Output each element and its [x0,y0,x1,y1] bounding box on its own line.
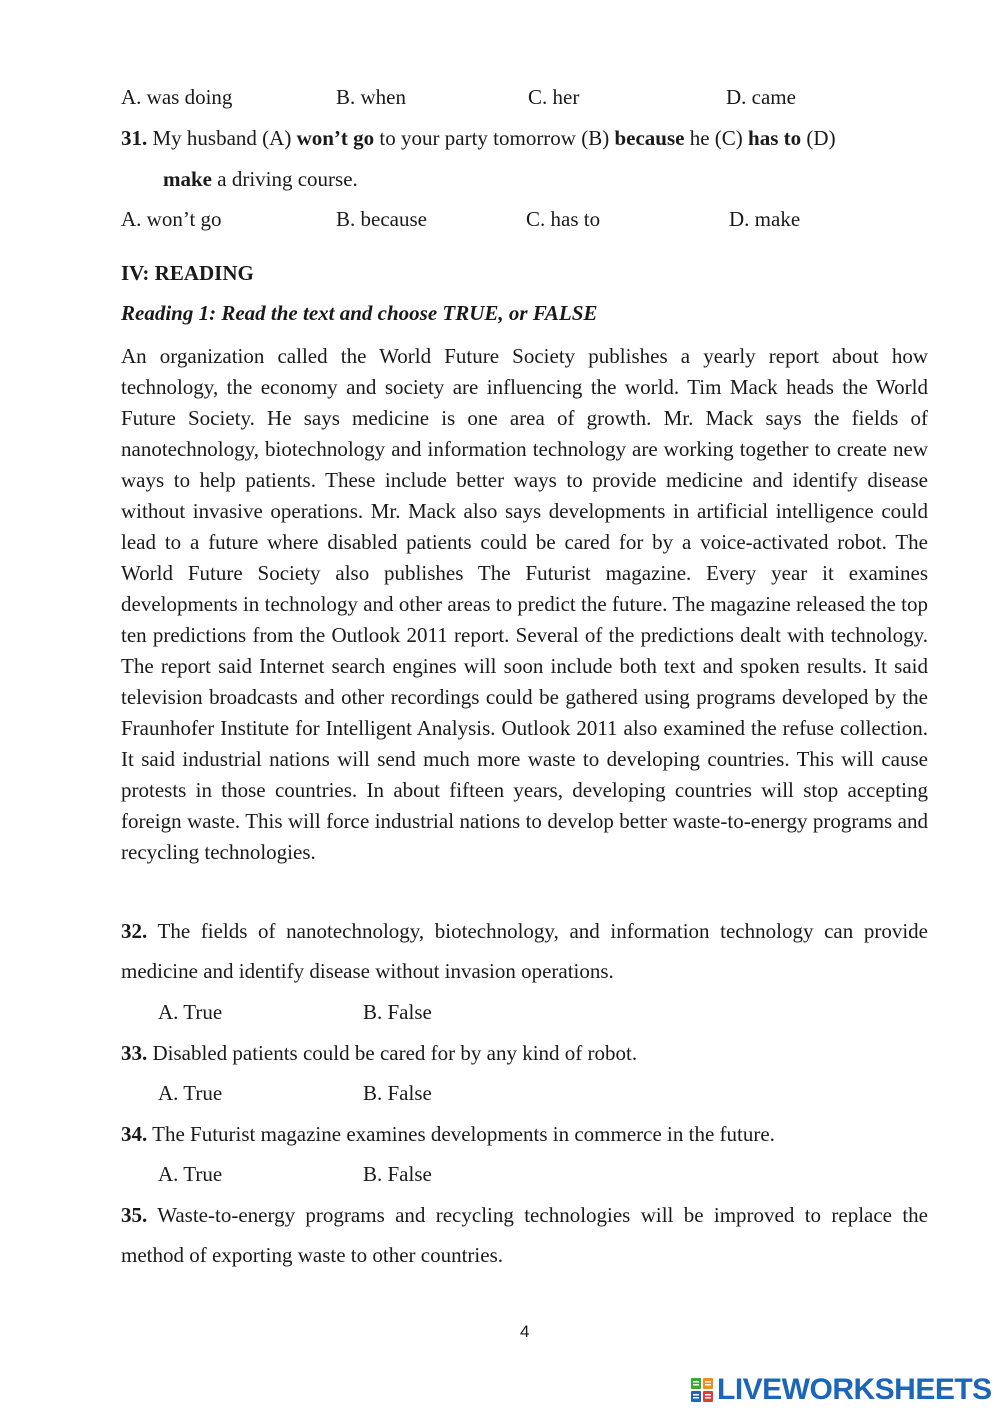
q30-option-d: D. came [726,85,796,109]
q35-text [121,1195,928,1275]
reading1-instruction: Reading 1: Read the text and choose TRUE, or FALSE [121,301,598,325]
q33-option-a: A. True [158,1081,223,1105]
q33-text [121,1041,637,1066]
q31-option-d: D. make [729,207,801,231]
q30-option-b: B. when [336,85,406,109]
q31-underlined-b: because [614,126,685,150]
q31-number: 31. [121,126,148,150]
page-number: 4 [520,1322,530,1341]
q31-option-a: A. won’t go [121,207,222,231]
liveworksheets-watermark [690,1373,992,1407]
q31-line1 [121,126,836,151]
q31-underlined-c: has to [748,126,802,150]
q33-question: Disabled patients could be cared for by any kind of robot. [147,1041,638,1065]
q33-number: 33. [121,1041,148,1065]
q32-option-a: A. True [158,1000,223,1024]
liveworksheets-logo-icon [690,1376,714,1404]
liveworksheets-wordmark: LIVEWORKSHEETS [717,1373,992,1406]
q32-number: 32. [121,919,148,943]
q31-underlined-d: make [163,167,212,191]
q31-text-4: (D) [801,126,836,150]
q31-text-2: to your party tomorrow (B) [374,126,615,150]
q31-text-1: My husband (A) [147,126,297,150]
q34-option-b: B. False [363,1162,432,1186]
q34-option-a: A. True [158,1162,223,1186]
section-title: IV: READING [121,261,254,285]
q34-number: 34. [121,1122,148,1146]
q35-number: 35. [121,1203,148,1227]
q34-question: The Futurist magazine examines developments in commerce in the future. [147,1122,775,1146]
q30-option-c: C. her [528,85,580,109]
q32-question: The fields of nanotechnology, biotechnology, and information technology can provide medicine and identify disease without invasion operations. [121,919,928,983]
q31-text-5: a driving course. [212,167,358,191]
q31-text-3: he (C) [684,126,749,150]
q31-option-c: C. has to [526,207,601,231]
q31-line2 [163,167,358,192]
q32-text [121,911,928,991]
q30-option-a: A. was doing [121,85,233,109]
q35-question: Waste-to-energy programs and recycling technologies will be improved to replace the method of exporting waste to other countries. [121,1203,928,1267]
q34-text [121,1122,775,1147]
q31-underlined-a: won’t go [296,126,375,150]
q33-option-b: B. False [363,1081,432,1105]
q31-option-b: B. because [336,207,427,231]
q32-option-b: B. False [363,1000,432,1024]
reading-passage: An organization called the World Future Society publishes a yearly report about how technology, the economy and society are influencing the world. Tim Mack heads the World Future Society. He says medicine is one area of growth. Mr. Mack says the fields of nanotechnology, biotechnology and information technology are working together to create new ways to help patients. These include better ways to provide medicine and identify disease without invasive operations. Mr. Mack also says developments in artificial intelligence could lead to a future where disabled patients could be cared for by a voice-activated robot. The World Future Society also publishes The Futurist magazine. Every year it examines developments in technology and other areas to predict the future. The magazine released the top ten predictions from the Outlook 2011 report. Several of the predictions dealt with technology. The report said Internet search engines will soon include both text and spoken results. It said television broadcasts and other recordings could be gathered using programs developed by the Fraunhofer Institute for Intelligent Analysis. Outlook 2011 also examined the refuse collection. It said industrial nations will send much more waste to developing countries. This will cause protests in those countries. In about fifteen years, developing countries will stop accepting foreign waste. This will force industrial nations to develop better waste-to-energy programs and recycling technologies. [121,344,928,864]
